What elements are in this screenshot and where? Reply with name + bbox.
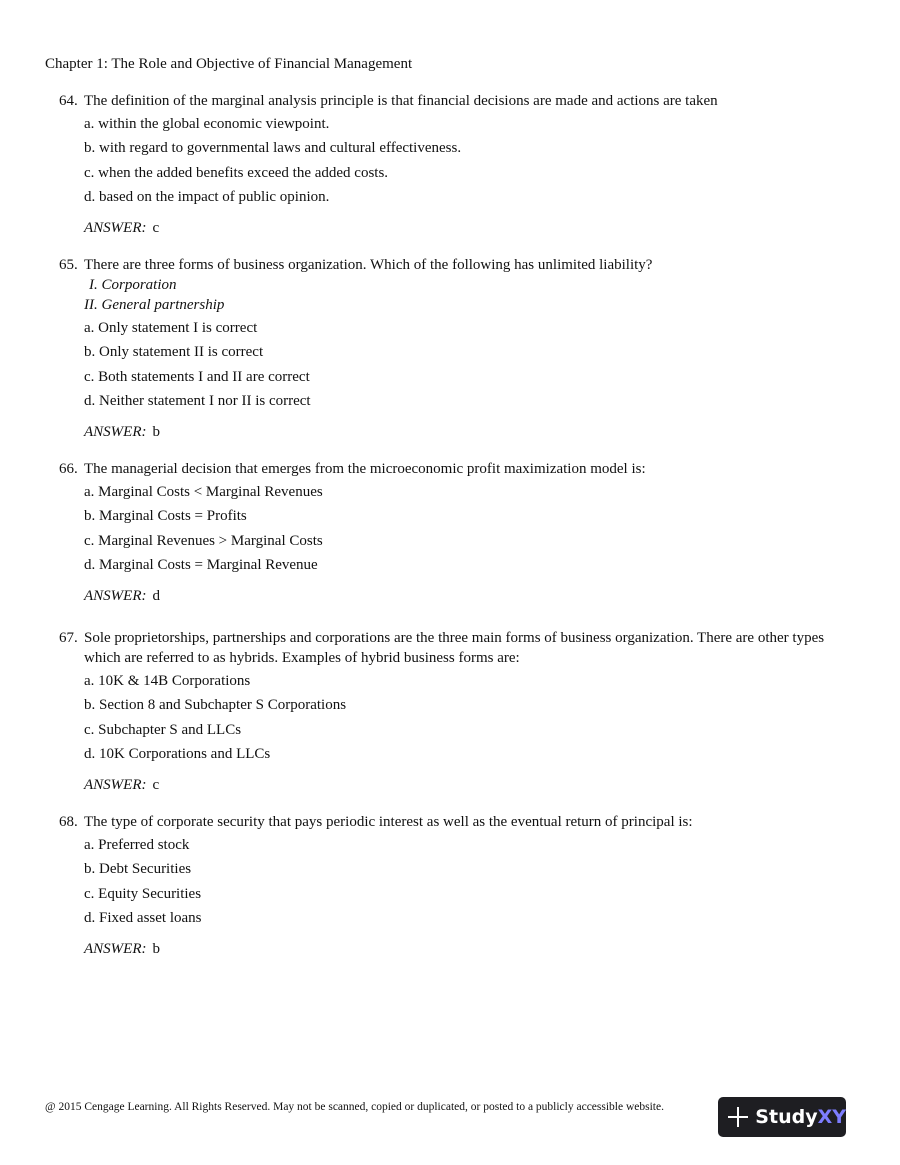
studyxy-logo <box>718 1097 846 1137</box>
answer-value: c <box>152 220 160 237</box>
answer-label: ANSWER: <box>84 424 147 441</box>
logo-word: Study <box>755 1106 818 1128</box>
question-text: The type of corporate security that pays periodic interest as well as the eventual return of principal is: <box>84 814 693 830</box>
answer-label: ANSWER: <box>84 220 147 237</box>
options-list <box>59 669 859 766</box>
option-d: d. Neither statement I nor II is correct <box>84 392 311 409</box>
statements-list <box>59 275 859 315</box>
answer-value: b <box>152 941 160 958</box>
logo-accent: XY <box>817 1106 846 1128</box>
answer <box>59 220 859 237</box>
answer <box>59 588 859 605</box>
option-b: b. Debt Securities <box>84 861 192 878</box>
answer <box>59 941 859 958</box>
option-b: b. with regard to governmental laws and cultural effectiveness. <box>84 140 462 157</box>
option-c: c. Both statements I and II are correct <box>84 368 310 385</box>
options-list <box>59 480 859 577</box>
option-a: a. Only statement I is correct <box>84 320 258 336</box>
question-text: The managerial decision that emerges from the microeconomic profit maximization model is: <box>84 461 646 477</box>
question-number: 66. <box>59 461 78 477</box>
question-number: 68. <box>59 814 78 830</box>
answer-value: b <box>152 424 160 441</box>
answer-label: ANSWER: <box>84 941 147 958</box>
question-66 <box>59 459 859 605</box>
option-a: a. Marginal Costs < Marginal Revenues <box>84 484 323 500</box>
option-a: a. 10K & 14B Corporations <box>84 673 251 689</box>
statement-2: II. General partnership <box>84 297 225 313</box>
answer-label: ANSWER: <box>84 588 147 605</box>
option-b: b. Only statement II is correct <box>84 344 264 361</box>
question-number: 64. <box>59 93 78 109</box>
question-text: The definition of the marginal analysis principle is that financial decisions are made and actions are taken <box>84 93 718 109</box>
answer-value: d <box>152 588 160 605</box>
question-67 <box>59 628 859 794</box>
chapter-title: Chapter 1: The Role and Objective of Financial Management <box>45 56 413 72</box>
option-d: d. 10K Corporations and LLCs <box>84 745 271 762</box>
answer-value: c <box>152 777 160 794</box>
copyright-footer: @ 2015 Cengage Learning. All Rights Reserved. May not be scanned, copied or duplicated, or posted to a publicly accessible website. <box>45 1101 664 1113</box>
question-64 <box>59 91 859 237</box>
answer <box>59 777 859 794</box>
option-d: d. Marginal Costs = Marginal Revenue <box>84 556 318 573</box>
option-d: d. Fixed asset loans <box>84 909 202 926</box>
option-c: c. when the added benefits exceed the added costs. <box>84 164 389 181</box>
option-a: a. Preferred stock <box>84 837 190 853</box>
answer <box>59 424 859 441</box>
option-b: b. Section 8 and Subchapter S Corporations <box>84 697 347 714</box>
option-b: b. Marginal Costs = Profits <box>84 508 247 525</box>
answer-label: ANSWER: <box>84 777 147 794</box>
question-68 <box>59 812 859 958</box>
option-c: c. Marginal Revenues > Marginal Costs <box>84 532 323 549</box>
question-number: 65. <box>59 257 78 273</box>
option-d: d. based on the impact of public opinion. <box>84 188 330 205</box>
option-a: a. within the global economic viewpoint. <box>84 116 330 132</box>
option-c: c. Equity Securities <box>84 885 202 902</box>
options-list <box>59 316 859 413</box>
question-text: There are three forms of business organization. Which of the following has unlimited liability? <box>84 257 653 273</box>
statement-1: I. Corporation <box>89 277 177 293</box>
options-list <box>59 112 859 209</box>
question-text: Sole proprietorships, partnerships and corporations are the three main forms of business organization. There are other types which are referred to as hybrids. Examples of hybrid business forms are: <box>84 630 825 666</box>
option-c: c. Subchapter S and LLCs <box>84 721 242 738</box>
question-number: 67. <box>59 630 78 646</box>
question-65 <box>59 255 859 441</box>
options-list <box>59 833 859 930</box>
plus-icon <box>728 1107 747 1127</box>
